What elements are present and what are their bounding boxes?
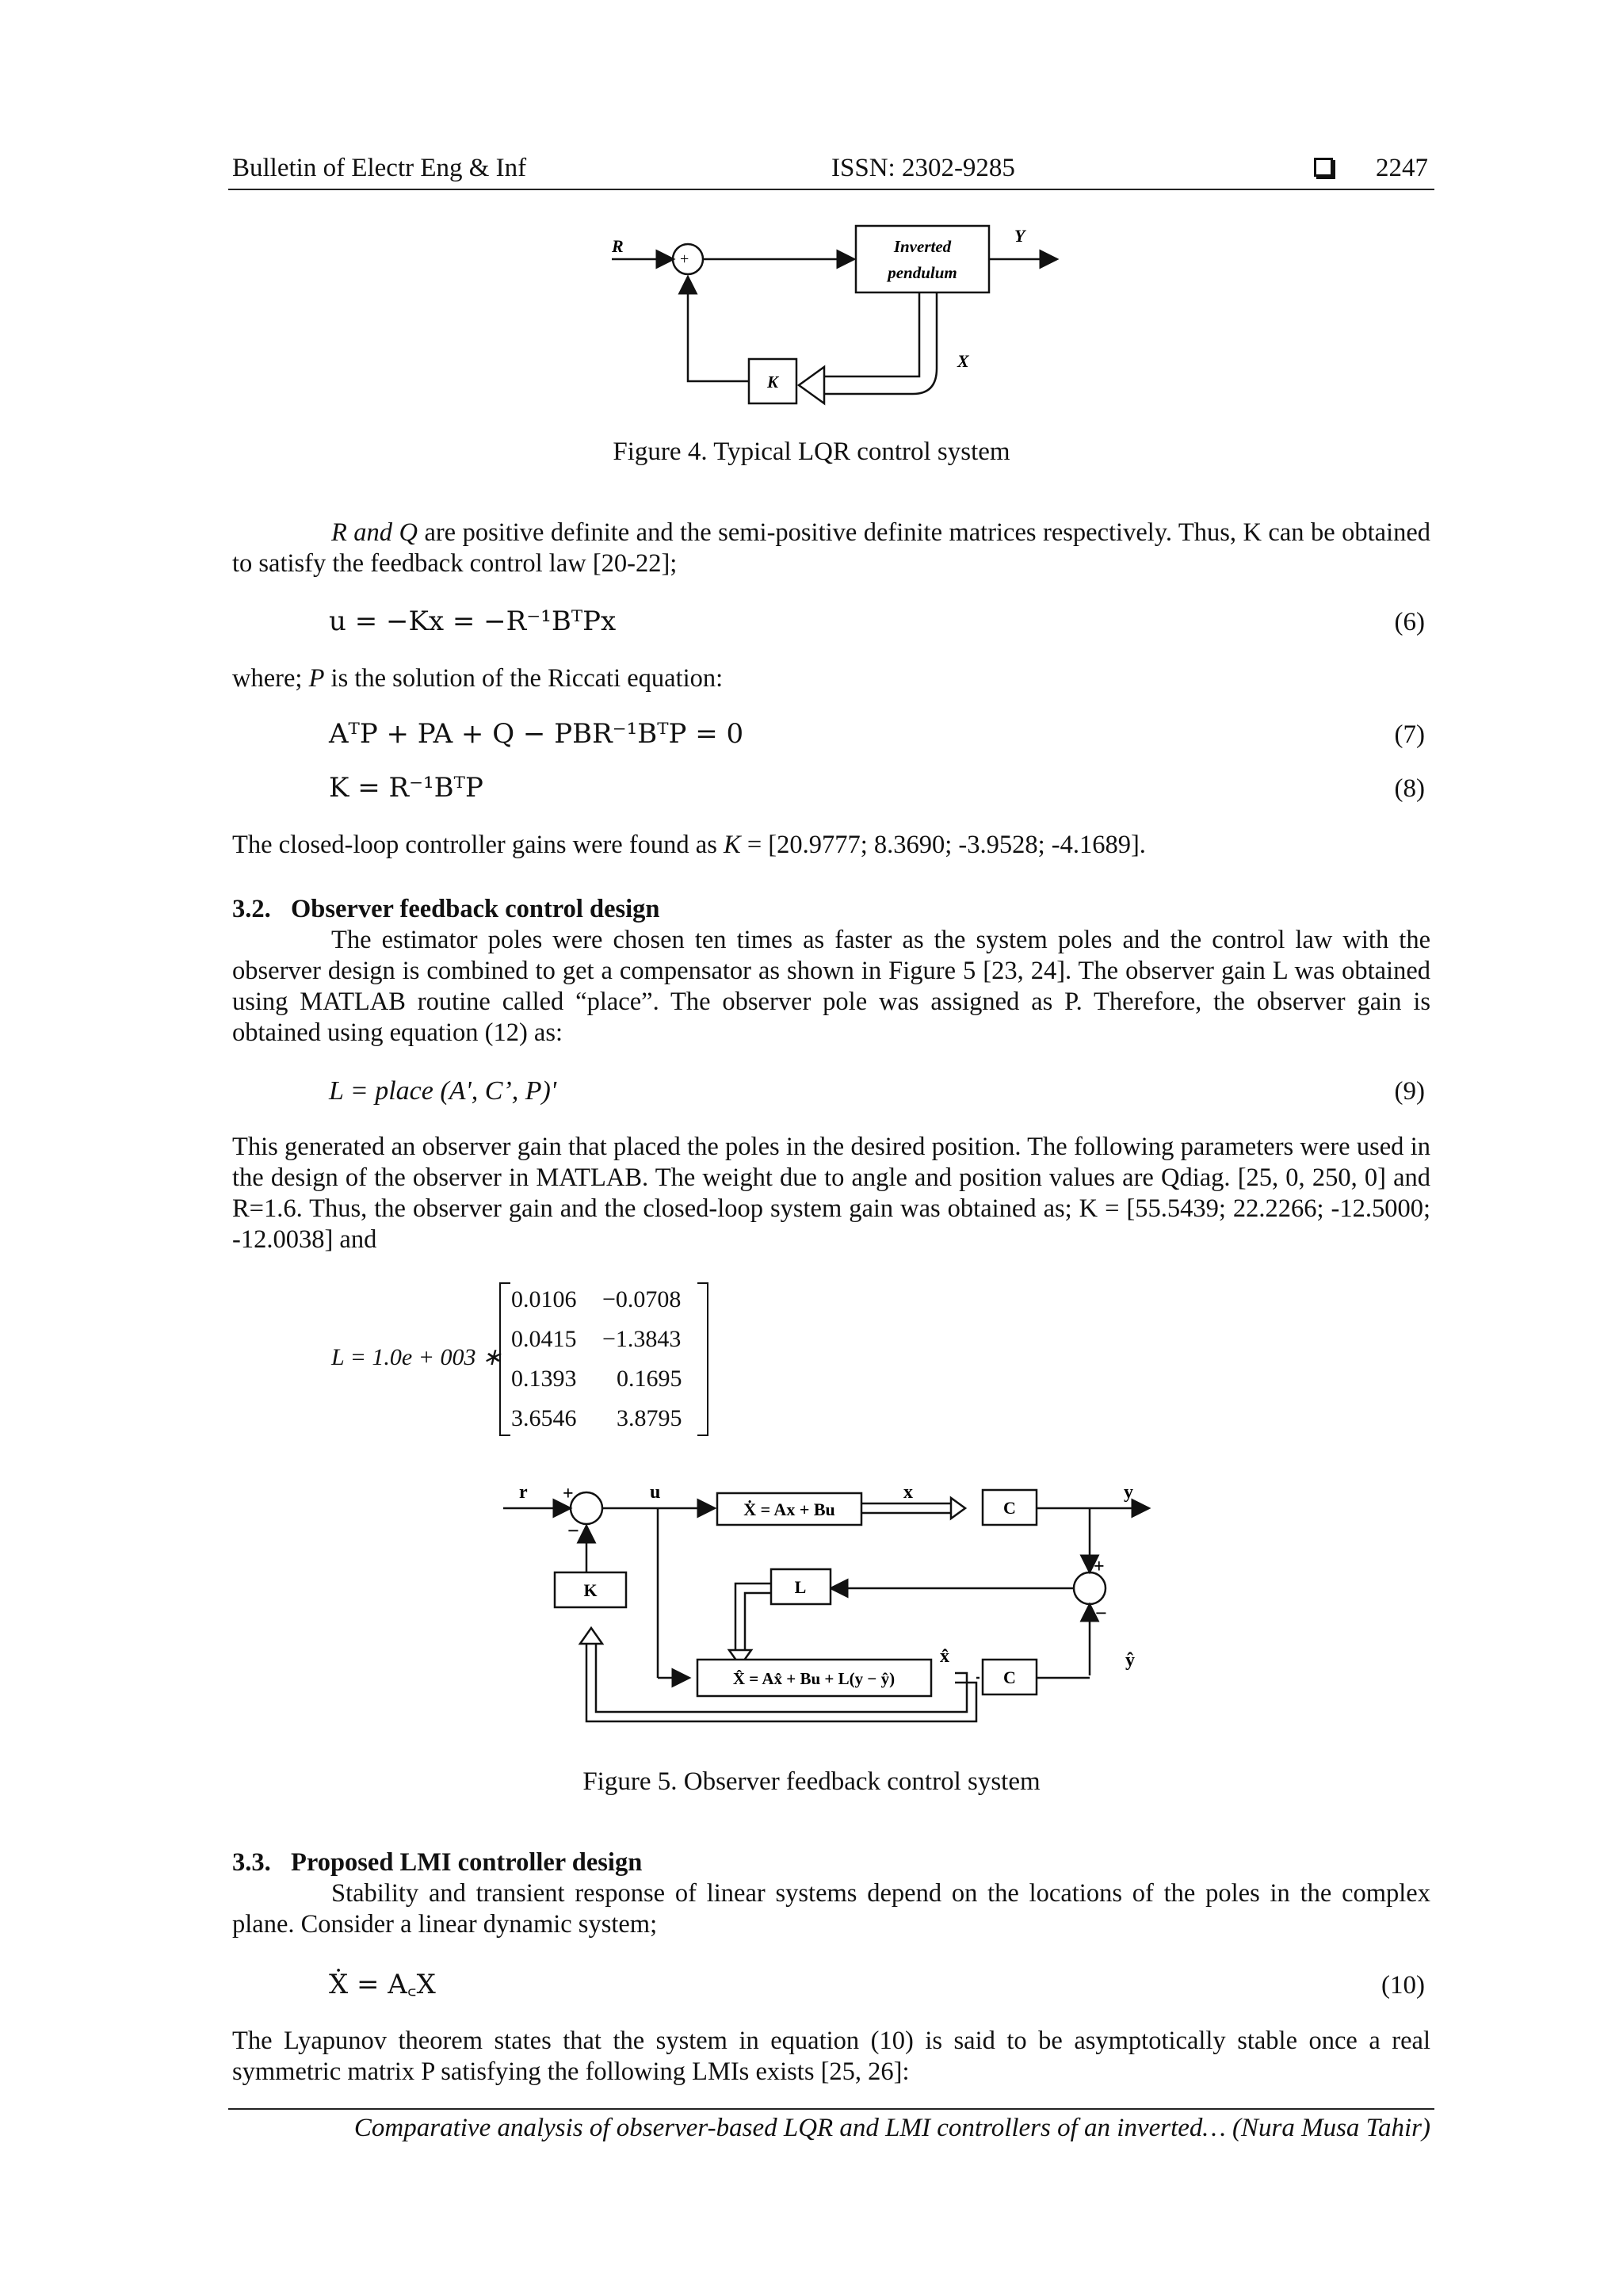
plus-sign: +: [680, 250, 689, 268]
input-label-R: R: [612, 236, 624, 256]
symbol-K: K: [724, 831, 741, 859]
paragraph-1-text: are positive definite and the semi-positive definite matrices respectively. Thus, K can be obtained to satisfy the feedback control law [20-22];: [232, 518, 1430, 578]
figure-5-diagram: [499, 1476, 1173, 1745]
matrix-cell: 0.0106: [511, 1286, 577, 1312]
section-3-2-heading: [232, 894, 660, 925]
paragraph-3-tail: = [20.9777; 8.3690; -3.9528; -4.1689].: [740, 831, 1146, 859]
label-x: x: [903, 1482, 913, 1503]
observer-gain-label-L: L: [794, 1577, 807, 1597]
observer-equation: X̂ = Ax̂ + Bu + L(y − ŷ): [732, 1669, 896, 1688]
matrix-prefix: L = 1.0e + 003 ∗: [331, 1344, 502, 1370]
paragraph-2: [232, 663, 1430, 694]
section-3-2-number: 3.2.: [232, 895, 271, 923]
matrix-right-bracket: [697, 1282, 708, 1436]
label-xhat: x̂: [940, 1646, 949, 1667]
label-yhat: ŷ: [1125, 1650, 1135, 1671]
section-3-3-heading: [232, 1847, 642, 1878]
matrix-cell: −1.3843: [602, 1326, 682, 1352]
block-label-top: Inverted: [893, 237, 952, 256]
figure-4-caption: Figure 4. Typical LQR control system: [613, 437, 1010, 466]
matrix-cell: 3.6546: [511, 1405, 577, 1431]
header-rule: [228, 189, 1434, 190]
equation-8: K = R⁻¹BᵀP: [329, 772, 483, 804]
equation-9: L = place (A', C’, P)': [329, 1076, 557, 1106]
sum2-plus: +: [1094, 1557, 1105, 1577]
block-label-bottom: pendulum: [888, 263, 957, 282]
matrix-cell: 3.8795: [617, 1405, 682, 1431]
equation-8-number: (8): [1394, 774, 1425, 803]
equation-10-number: (10): [1381, 1971, 1425, 2000]
paragraph-4: The estimator poles were chosen ten times as faster as the system poles and the control law with the observer design is combined to get a compensator as shown in Figure 5 [23, 24]. The observer gain L was obtained using MATLAB routine called “place”. The observer pole was assigned as P. Therefore, the observer gain is obtained using equation (12) as:: [232, 926, 1430, 1047]
matrix-cell: 0.1393: [511, 1366, 577, 1392]
paragraph-3: [232, 830, 1430, 861]
output-block-C-label: C: [1003, 1498, 1016, 1518]
issn: ISSN: 2302-9285: [831, 154, 1015, 182]
matrix-cell: 0.1695: [617, 1366, 682, 1392]
figure-4-diagram: [602, 218, 1078, 408]
xhat-feedback-arrowhead: [580, 1628, 602, 1644]
output-label-Y: Y: [1014, 226, 1025, 246]
journal-name: Bulletin of Electr Eng & Inf: [232, 154, 527, 182]
running-title: Comparative analysis of observer-based LQR and LMI controllers of an inverted… (Nura Musa Tahir): [353, 2114, 1430, 2142]
label-y: y: [1124, 1482, 1133, 1503]
sum1-plus: +: [563, 1484, 574, 1504]
paragraph-6: Stability and transient response of linear systems depend on the locations of the poles in the complex plane. Consider a linear dynamic system;: [232, 1879, 1430, 1939]
label-u: u: [650, 1482, 661, 1503]
matrix-left-bracket: [499, 1282, 510, 1436]
matrix-cell: −0.0708: [602, 1286, 682, 1312]
gain-block-K-label: K: [583, 1580, 598, 1600]
section-3-3-number: 3.3.: [232, 1848, 271, 1877]
gain-label-K: K: [766, 372, 779, 392]
equation-9-number: (9): [1394, 1077, 1425, 1106]
section-3-2-title: Observer feedback control design: [291, 895, 660, 923]
estimate-block-C-label: C: [1003, 1668, 1016, 1687]
sum1-minus: −: [567, 1519, 579, 1542]
equation-7-number: (7): [1394, 720, 1425, 749]
page-number: 2247: [1376, 154, 1428, 182]
sum2-minus: −: [1095, 1602, 1107, 1625]
section-3-3-title: Proposed LMI controller design: [291, 1848, 643, 1877]
symbol-P: P: [308, 664, 325, 693]
state-arrowhead: [799, 367, 824, 403]
paragraph-3-lead: The closed-loop controller gains were found as: [232, 831, 724, 859]
paragraph-1: [232, 518, 1430, 579]
square-bullet-icon: [1314, 158, 1333, 177]
figure-5-caption: Figure 5. Observer feedback control system: [582, 1767, 1041, 1796]
paragraph-7: The Lyapunov theorem states that the system in equation (10) is said to be asymptotically stable once a real symmetric matrix P satisfying the following LMIs exists [25, 26]:: [232, 2027, 1430, 2086]
r-and-q: R and Q: [331, 518, 418, 547]
matrix-cell: 0.0415: [511, 1326, 577, 1352]
paragraph-5: This generated an observer gain that placed the poles in the desired position. The following parameters were used in the design of the observer in MATLAB. The weight due to angle and position values are Qdiag. [25, 0, 250, 0] and R=1.6. Thus, the observer gain and the closed-loop system gain was obtained as; K = [55.5439; 22.2266; -12.5000; -12.0038] and: [232, 1133, 1430, 1254]
equation-7: AᵀP + PA + Q − PBR⁻¹BᵀP = 0: [329, 718, 744, 750]
inverted-pendulum-block: [856, 226, 989, 292]
state-label-X: X: [957, 351, 969, 371]
equation-6-number: (6): [1394, 608, 1425, 636]
equation-6: u = −Kx = −R⁻¹BᵀPx: [329, 606, 617, 637]
footer-rule: [228, 2108, 1434, 2110]
paragraph-2-tail: is the solution of the Riccati equation:: [324, 664, 724, 693]
label-r: r: [519, 1482, 528, 1503]
equation-10: Ẋ = A꜀X: [329, 1969, 436, 2000]
paragraph-2-lead: where;: [232, 664, 309, 693]
plant-equation: Ẋ = Ax + Bu: [743, 1499, 835, 1519]
state-x-arrowhead: [951, 1498, 965, 1519]
